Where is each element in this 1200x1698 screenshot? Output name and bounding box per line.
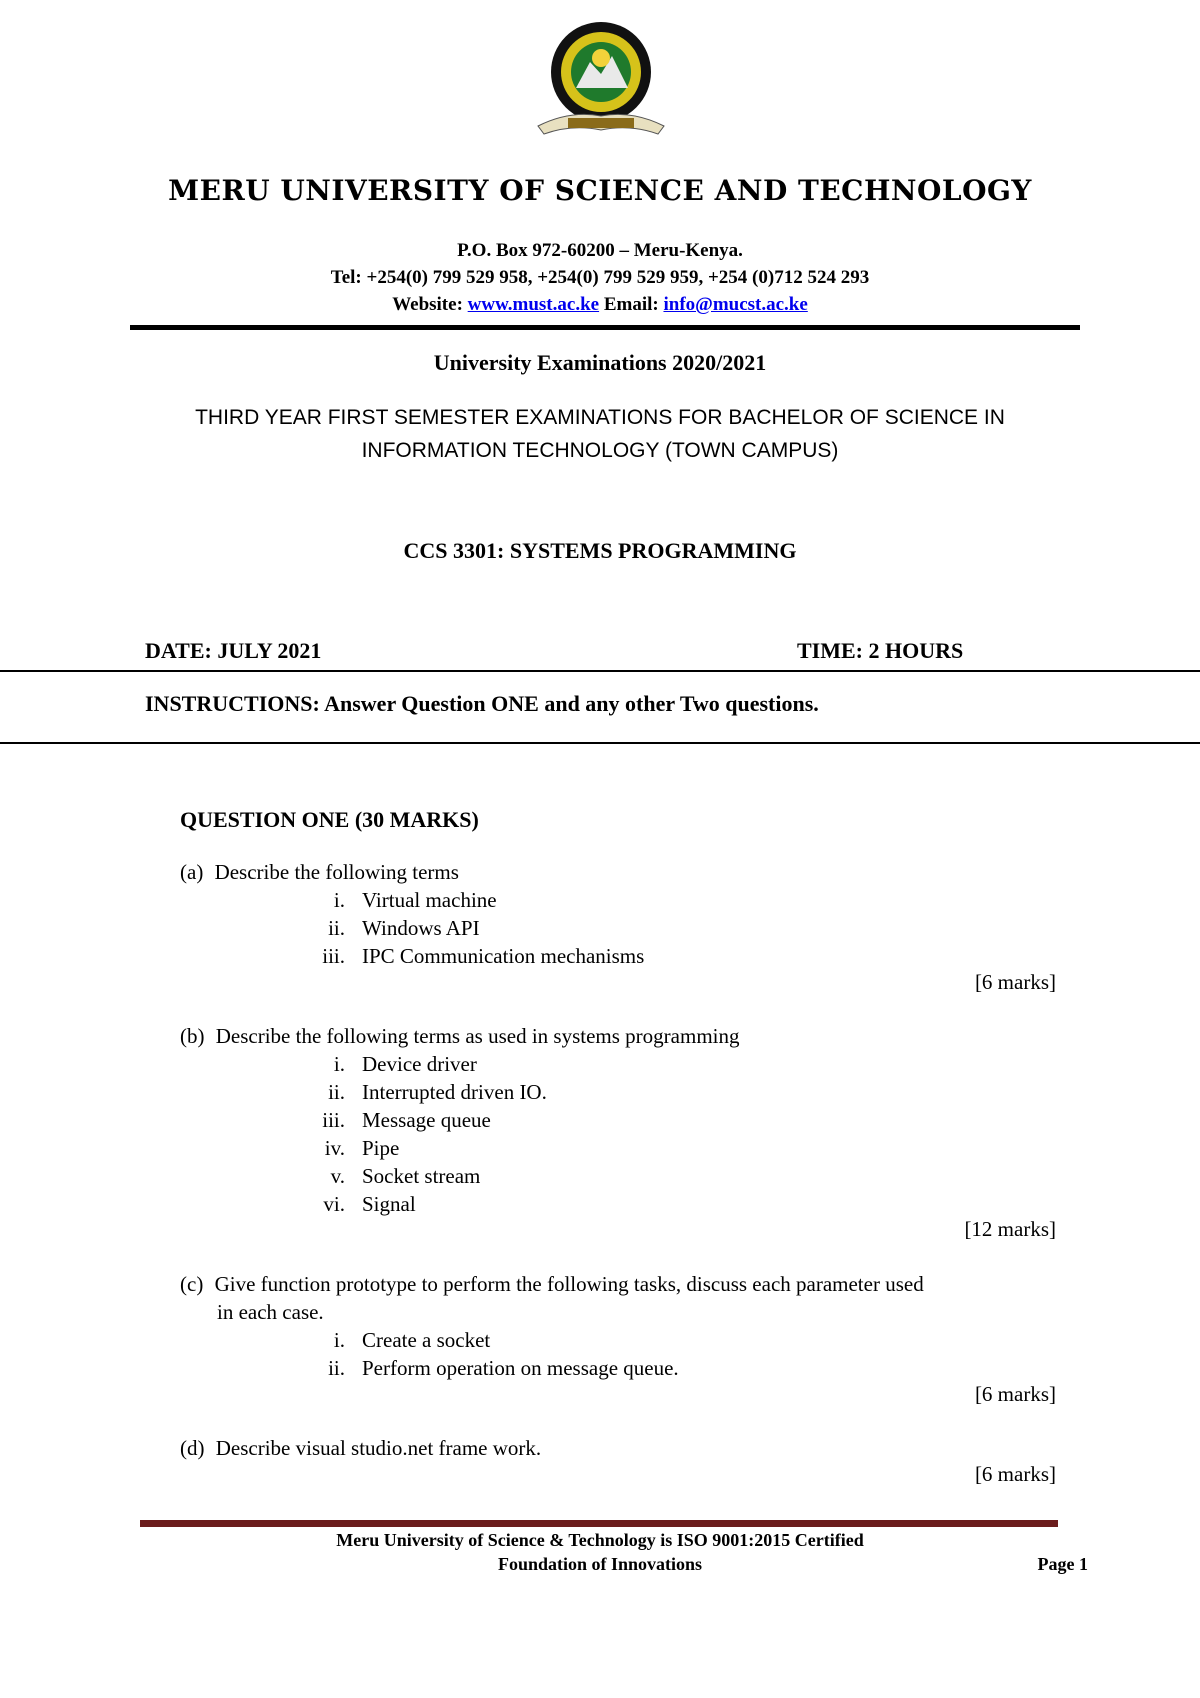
- item-text: IPC Communication mechanisms: [362, 944, 645, 968]
- item-number: iv.: [324, 1136, 345, 1160]
- footer-motto: Foundation of Innovations: [497, 1554, 703, 1574]
- item-text: Perform operation on message queue.: [362, 1356, 679, 1380]
- website-link[interactable]: www.must.ac.ke: [467, 294, 600, 315]
- part-d-label: (d): [180, 1436, 205, 1460]
- list-item: [0, 1078, 1200, 1106]
- list-item: [0, 1106, 1200, 1134]
- item-text: Message queue: [362, 1108, 491, 1132]
- item-text: Signal: [362, 1192, 416, 1216]
- part-c-label: (c): [180, 1272, 204, 1296]
- item-number: v.: [330, 1164, 345, 1188]
- list-item: [0, 1162, 1200, 1190]
- item-number: ii.: [328, 1356, 345, 1380]
- part-c: [180, 1270, 1060, 1326]
- part-b: [180, 1022, 740, 1050]
- instructions: INSTRUCTIONS: Answer Question ONE and any other Two questions.: [145, 691, 819, 716]
- university-logo: [530, 18, 672, 140]
- exam-time: TIME: 2 HOURS: [797, 638, 964, 663]
- part-c-text: Give function prototype to perform the following tasks, discuss each parameter used: [214, 1272, 924, 1296]
- exam-title: University Examinations 2020/2021: [433, 350, 767, 375]
- contact-links: [0, 291, 1200, 318]
- part-c-marks: [6 marks]: [974, 1382, 1056, 1406]
- item-number: ii.: [328, 916, 345, 940]
- item-number: i.: [333, 888, 345, 912]
- programme-title: [0, 401, 1200, 467]
- email-link[interactable]: info@mucst.ac.ke: [663, 294, 808, 315]
- exam-date: DATE: JULY 2021: [145, 638, 322, 663]
- header-divider: [130, 325, 1080, 330]
- item-text: Device driver: [362, 1052, 477, 1076]
- question-heading: QUESTION ONE (30 MARKS): [180, 807, 479, 832]
- item-text: Socket stream: [362, 1164, 481, 1188]
- part-a-label: (a): [180, 860, 204, 884]
- part-d-marks: [6 marks]: [974, 1462, 1056, 1486]
- item-number: iii.: [322, 944, 345, 968]
- item-text: Create a socket: [362, 1328, 491, 1352]
- list-item: [0, 1134, 1200, 1162]
- item-number: iii.: [322, 1108, 345, 1132]
- part-a-marks: [6 marks]: [974, 970, 1056, 994]
- part-c-text-continued: in each case.: [217, 1300, 324, 1324]
- item-number: i.: [333, 1052, 345, 1076]
- list-item: [0, 1326, 1200, 1354]
- instructions-top-rule: [0, 670, 1200, 672]
- item-text: Pipe: [362, 1136, 400, 1160]
- website-label: Website:: [392, 294, 463, 315]
- item-text: Interrupted driven IO.: [362, 1080, 547, 1104]
- part-a-items: [0, 886, 1200, 970]
- part-a-text: Describe the following terms: [214, 860, 459, 884]
- part-b-items: [0, 1050, 1200, 1218]
- university-name: MERU UNIVERSITY OF SCIENCE AND TECHNOLOGY: [168, 174, 1032, 207]
- item-text: Windows API: [362, 916, 480, 940]
- email-label: Email:: [603, 294, 659, 315]
- part-c-line-1: [180, 1270, 1060, 1298]
- footer-divider: [140, 1520, 1058, 1527]
- telephone-numbers: Tel: +254(0) 799 529 958, +254(0) 799 529 959, +254 (0)712 524 293: [330, 267, 870, 288]
- footer-certification: Meru University of Science & Technology is ISO 9001:2015 Certified: [336, 1530, 864, 1550]
- part-d-text: Describe visual studio.net frame work.: [215, 1436, 542, 1460]
- item-text: Virtual machine: [362, 888, 497, 912]
- item-number: ii.: [328, 1080, 345, 1104]
- programme-line-1: THIRD YEAR FIRST SEMESTER EXAMINATIONS FOR BACHELOR OF SCIENCE IN: [195, 406, 1005, 429]
- page-number: Page 1: [1037, 1554, 1088, 1574]
- course-title: CCS 3301: SYSTEMS PROGRAMMING: [403, 538, 797, 563]
- postal-address: P.O. Box 972-60200 – Meru-Kenya.: [457, 240, 743, 261]
- list-item: [0, 942, 1200, 970]
- list-item: [0, 1354, 1200, 1382]
- part-a: [180, 858, 459, 886]
- part-b-text: Describe the following terms as used in systems programming: [215, 1024, 740, 1048]
- list-item: [0, 886, 1200, 914]
- item-number: i.: [333, 1328, 345, 1352]
- list-item: [0, 914, 1200, 942]
- list-item: [0, 1050, 1200, 1078]
- item-number: vi.: [323, 1192, 345, 1216]
- part-c-items: [0, 1326, 1200, 1382]
- part-d: [180, 1434, 541, 1462]
- programme-line-2: INFORMATION TECHNOLOGY (TOWN CAMPUS): [361, 439, 839, 462]
- instructions-bottom-rule: [0, 742, 1200, 744]
- list-item: [0, 1190, 1200, 1218]
- part-b-label: (b): [180, 1024, 205, 1048]
- part-b-marks: [12 marks]: [964, 1217, 1056, 1241]
